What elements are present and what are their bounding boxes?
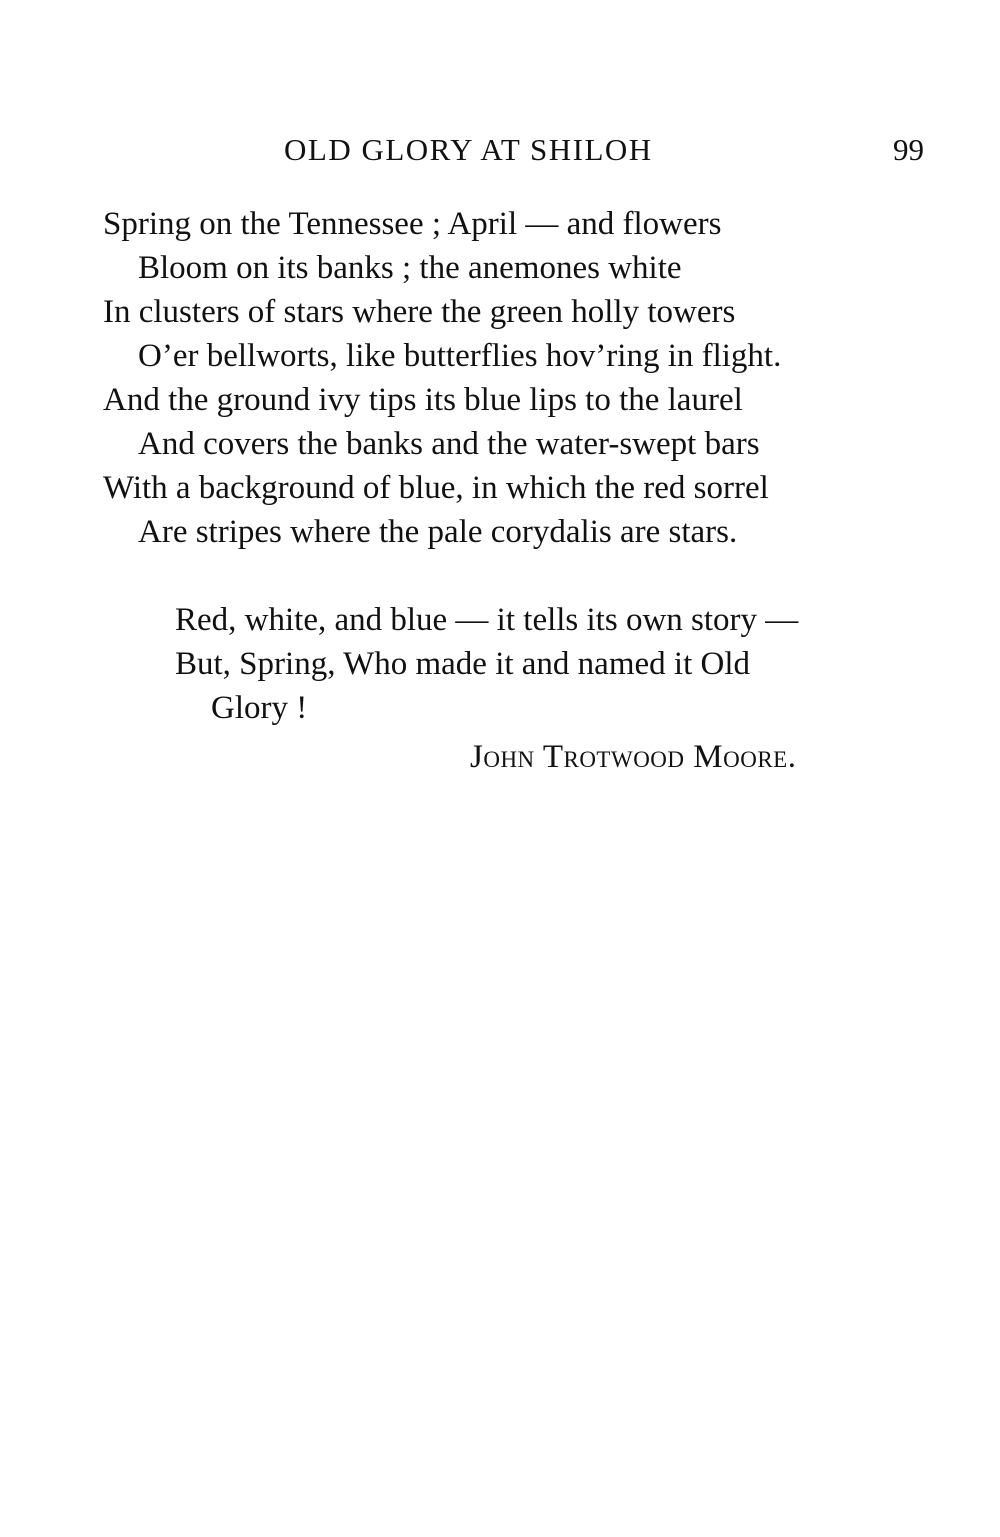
poem-line-7: With a background of blue, in which the red sorrel: [103, 470, 769, 506]
refrain-line-3: Glory !: [211, 690, 308, 726]
poem-line-2: Bloom on its banks ; the anemones white: [138, 250, 682, 286]
running-head: [0, 132, 1000, 172]
poem-line-3: In clusters of stars where the green holly towers: [103, 294, 736, 330]
refrain-line-2: But, Spring, Who made it and named it Old: [175, 646, 750, 682]
running-title: OLD GLORY AT SHILOH: [284, 132, 653, 167]
author-attribution: John Trotwood Moore.: [470, 739, 797, 775]
page-number: 99: [893, 132, 924, 167]
refrain-line-1: Red, white, and blue — it tells its own story —: [175, 602, 799, 638]
poem-line-1: Spring on the Tennessee ; April — and flowers: [103, 206, 722, 242]
poem-line-5: And the ground ivy tips its blue lips to the laurel: [103, 382, 743, 418]
poem-line-6: And covers the banks and the water-swept bars: [138, 426, 760, 462]
poem-line-8: Are stripes where the pale corydalis are stars.: [138, 514, 738, 550]
poem-line-4: O’er bellworts, like butterflies hov’ring in flight.: [138, 338, 782, 374]
